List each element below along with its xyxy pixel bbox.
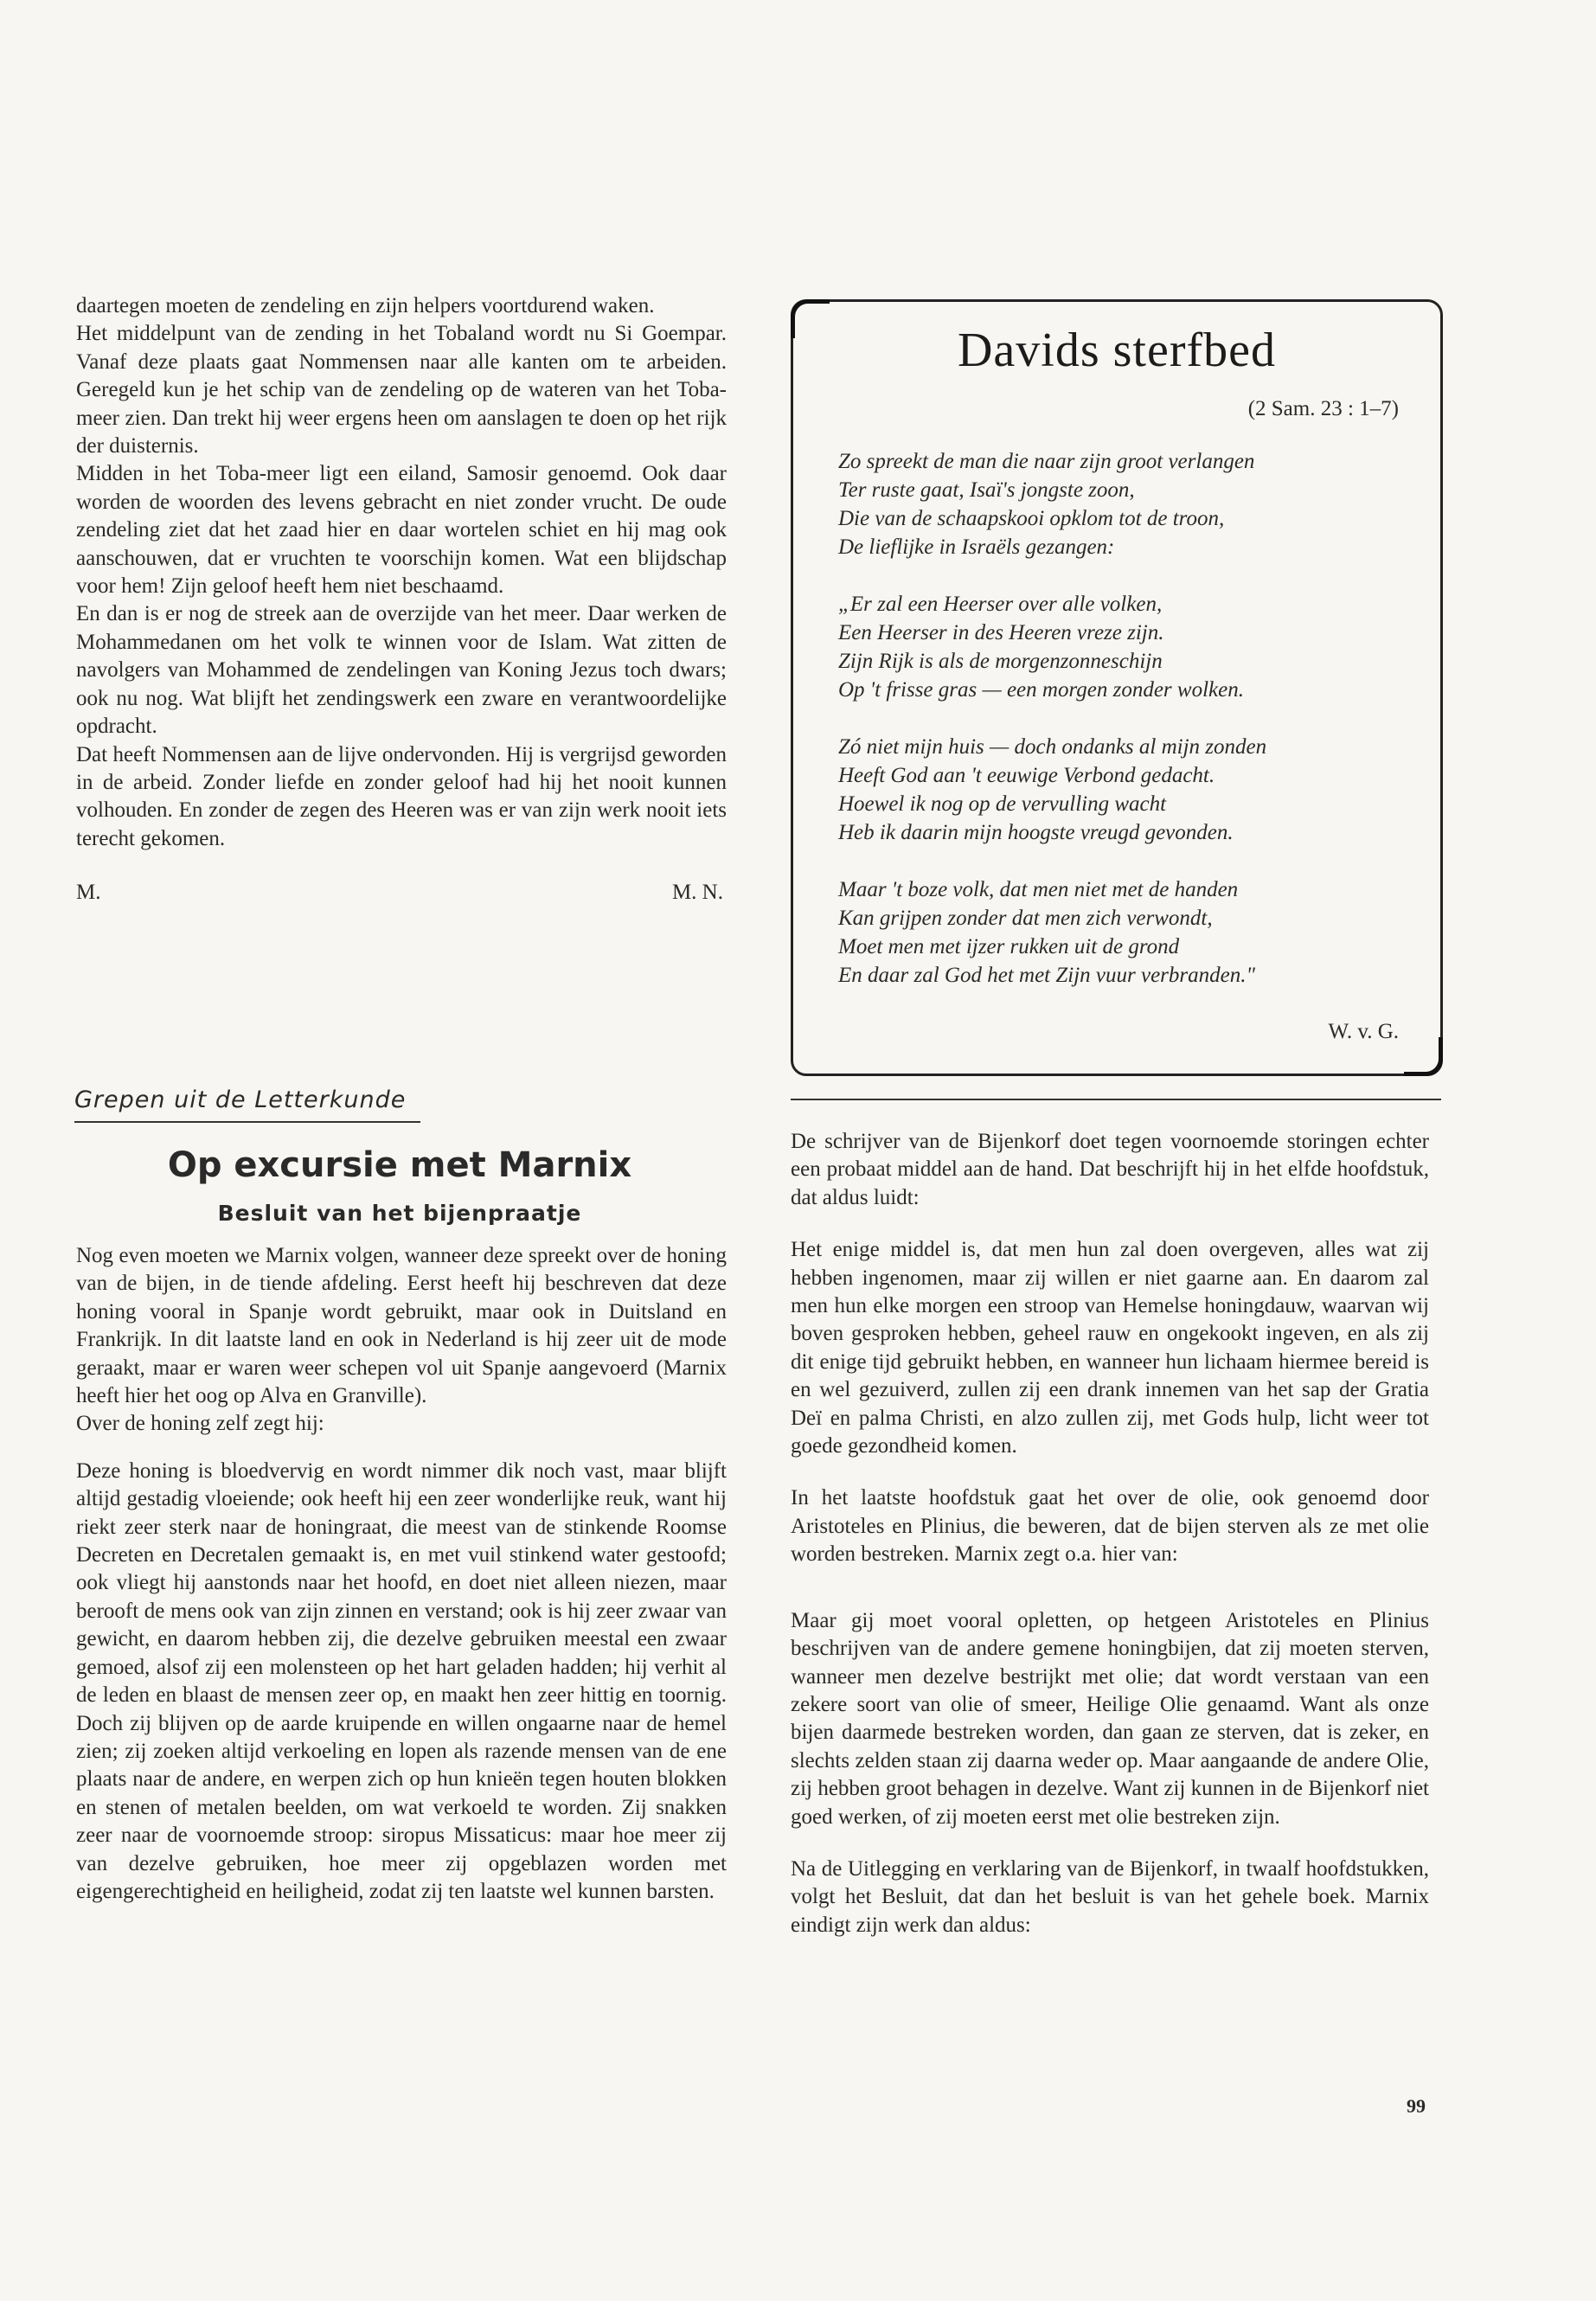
- poem-line: Op 't frisse gras — een morgen zonder wolken.: [838, 678, 1244, 702]
- poem-line: Kan grijpen zonder dat men zich verwondt,: [838, 907, 1213, 930]
- poem-reference: (2 Sam. 23 : 1–7): [1247, 397, 1399, 420]
- poem-signature: W. v. G.: [1328, 1020, 1399, 1043]
- signature-right: M. N.: [671, 881, 723, 905]
- stanza: [838, 875, 1409, 990]
- article-subtitle: Besluit van het bijenpraatje: [217, 1201, 582, 1226]
- paragraph: Over de honing zelf zegt hij:: [76, 1412, 324, 1436]
- marnix-article-left-column: [76, 1242, 727, 1906]
- poem-line: Een Heerser in des Heeren vreze zijn.: [838, 621, 1164, 644]
- poem-line: Moet men met ijzer rukken uit de grond: [838, 935, 1180, 958]
- paragraph: Midden in het Toba-meer ligt een eiland, Samosir genoemd. Ook daar worden de woorden des levens gebracht en niet zonder vrucht. De oude zendeling ziet dat het zaad hier en daar wortelen schiet en hij mag ook aanschouwen, dat er vruchten te voorschijn komen. Wat een blijdschap voor hem! Zijn geloof heeft hem niet beschaamd.: [76, 462, 727, 599]
- paragraph: In het laatste hoofdstuk gaat het over de olie, ook genoemd door Aristoteles en Plinius, die beweren, dat de bijen sterven als ze met olie worden bestreken. Marnix zegt o.a. hier van:: [791, 1486, 1429, 1567]
- paragraph: Dat heeft Nommensen aan de lijve ondervonden. Hij is vergrijsd geworden in de arbeid. Zonder liefde en zonder geloof had hij het nooit kunnen volhouden. En zonder de zegen des Heeren was er van zijn werk nooit iets terecht gekomen.: [76, 742, 727, 850]
- poem-line: Heb ik daarin mijn hoogste vreugd gevonden.: [838, 821, 1234, 844]
- quote-paragraph: Maar gij moet vooral opletten, op hetgeen Aristoteles en Plinius beschrijven van de andere gemene honingbijen, dat zij moeten sterven, wanneer men dezelve bestrijkt met olie; dat wordt verstaan van een zekere soort van olie of smeer, Heilige Olie genaamd. Want als onze bijen daarmede bestreken worden, dan gaan ze sterven, dat is zeker, en slechts zelden staan zij daarna weder op. Maar aangaande de andere Olie, zij hebben groot behagen in dezelve. Want zij kunnen in de Bijenkorf niet goed werken, of zij moeten eerst met olie bestreken zijn.: [791, 1608, 1429, 1829]
- poem-title: Davids sterfbed: [957, 324, 1276, 377]
- page-number: 99: [1407, 2095, 1426, 2117]
- poem-line: Heeft God aan 't eeuwige Verbond gedacht.: [838, 764, 1215, 787]
- paragraph: Na de Uitlegging en verklaring van de Bijenkorf, in twaalf hoofdstukken, volgt het Besluit, dat dan het besluit is van het gehele boek. Marnix eindigt zijn werk dan aldus:: [791, 1856, 1429, 1937]
- section-label: Grepen uit de Letterkunde: [74, 1086, 407, 1113]
- paragraph: Nog even moeten we Marnix volgen, wanneer deze spreekt over de honing van de bijen, in de tiende afdeling. Eerst heeft hij beschreven dat deze honing vooral in Spanje wordt gebruikt, maar ook in Duitsland en Frankrijk. In dit laatste land en ook in Nederland is hij zeer uit de mode geraakt, maar er waren weer schepen vol uit Spanje aangevoerd (Marnix heeft hier het oog op Alva en Granville).: [76, 1244, 727, 1408]
- poem-stanzas: [838, 447, 1409, 1018]
- poem-line: Zó niet mijn huis — doch ondanks al mijn zonden: [838, 735, 1267, 759]
- marnix-article-right-column: [791, 1128, 1429, 1939]
- frame-corner: [1404, 1037, 1443, 1076]
- zending-article-continuation: [76, 292, 727, 907]
- quote-paragraph: Het enige middel is, dat men hun zal doen overgeven, alles wat zij hebben ingenomen, maar zij willen er niet gaarne aan. En daarom zal men hun elke morgen een stroop van Hemelse honingdauw, waarvan wij boven gesproken hebben, geheel rauw en ongekookt ingeven, en als zij dit enige tijd gebruikt hebben, en wanneer hun lichaam hiermee bereid is en wel gezuiverd, zullen zij een drank innemen van het sap der Gratia Deï en palma Christi, en alzo zullen zij, met Gods hulp, licht weer tot goede gezondheid komen.: [791, 1238, 1429, 1458]
- paragraph: daartegen moeten de zendeling en zijn helpers voortdurend waken.: [76, 294, 655, 317]
- poem-line: Hoewel ik nog op de vervulling wacht: [838, 792, 1167, 816]
- section-underline: [74, 1121, 420, 1123]
- poem-line: Maar 't boze volk, dat men niet met de handen: [838, 878, 1239, 901]
- stanza: [838, 590, 1409, 704]
- poem-line: „Er zal een Heerser over alle volken,: [838, 593, 1163, 616]
- poem-line: En daar zal God het met Zijn vuur verbranden.": [838, 964, 1255, 987]
- signature-row: [76, 879, 727, 907]
- article-title: Op excursie met Marnix: [167, 1145, 632, 1185]
- poem-line: Die van de schaapskooi opklom tot de troon,: [838, 507, 1225, 530]
- paragraph: De schrijver van de Bijenkorf doet tegen voornoemde storingen echter een probaat middel aan de hand. Dat beschrijft hij in het elfde hoofdstuk, dat aldus luidt:: [791, 1130, 1429, 1209]
- stanza: [838, 733, 1409, 847]
- poem-line: Zijn Rijk is als de morgenzonneschijn: [838, 650, 1163, 673]
- poem-box: [791, 299, 1443, 1076]
- column-divider: [791, 1099, 1441, 1100]
- poem-line: Zo spreekt de man die naar zijn groot verlangen: [838, 450, 1255, 473]
- stanza: [838, 447, 1409, 561]
- poem-line: De lieflijke in Israëls gezangen:: [838, 535, 1115, 559]
- signature-left: M.: [76, 881, 101, 905]
- paragraph: Het middelpunt van de zending in het Tobaland wordt nu Si Goempar. Vanaf deze plaats gaat Nommensen naar alle kanten om te arbeiden. Geregeld kun je het schip van de zendeling op de wateren van het Toba-meer zien. Dan trekt hij weer ergens heen om aanslagen te doen op het rijk der duisternis.: [76, 322, 727, 458]
- quote-paragraph: Deze honing is bloedvervig en wordt nimmer dik noch vast, maar blijft altijd gestadig vloeiende; ook heeft hij een zeer wonderlijke reuk, want hij riekt zeer sterk naar de honingraat, die meest van de stinkende Roomse Decreten en Decretalen gemaakt is, en met vuil stinkend water gestoofd; ook vliegt hij aanstonds naar het hoofd, en doet niet alleen niezen, maar berooft de mens ook van zijn zinnen en verstand; ook is hij zeer zwaar van gewicht, en daarom hebben zij, die dezelve gebruiken meestal een zwaar gemoed, alsof zij een molensteen op het hart geladen hadden; hij verhit al de leden en blaast de mensen zeer op, en maakt hen zeer hittig en toornig. Doch zij blijven op de aarde kruipende en willen ongaarne naar de hemel zien; zij zoeken altijd verkoeling en lopen als razende mensen van de ene plaats naar de andere, en werpen zich op hun knieën tegen houten blokken en stenen of metalen beelden, om wat verkoeld te worden. Zij snakken zeer naar de voornoemde stroop: siropus Missaticus: maar hoe meer zij van dezelve gebruiken, hoe meer zij opgeblazen worden met eigengerechtigheid en heiligheid, zodat zij ten laatste wel kunnen barsten.: [76, 1458, 727, 1903]
- paragraph: En dan is er nog de streek aan de overzijde van het meer. Daar werken de Mohammedanen om het volk te winnen voor de Islam. Wat zitten de navolgers van Mohammed de zendelingen van Koning Jezus toch dwars; ook nu nog. Wat blijft het zendingswerk een zware en verantwoordelijke opdracht.: [76, 602, 727, 739]
- poem-line: Ter ruste gaat, Isaï's jongste zoon,: [838, 478, 1135, 502]
